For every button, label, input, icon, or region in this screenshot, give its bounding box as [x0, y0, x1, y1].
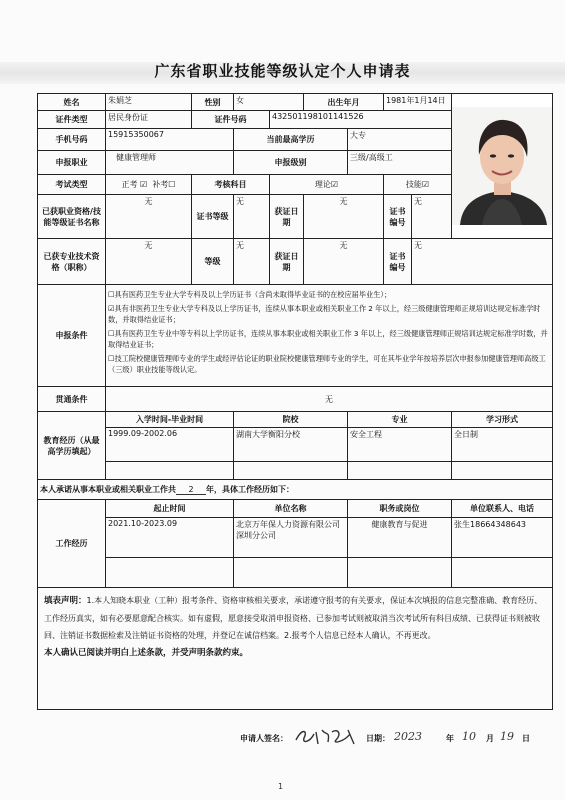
- through-label: 贯通条件: [38, 387, 106, 412]
- page-number: 1: [278, 782, 284, 791]
- work-header-position: 职务或岗位: [348, 500, 452, 518]
- work-header-period: 起止时间: [106, 500, 234, 518]
- pledge-years: 2: [176, 485, 206, 495]
- edu-school: 湖南大学衡阳分校: [234, 428, 348, 462]
- edu-header-period: 入学时间-毕业时间: [106, 412, 234, 428]
- edu-header-major: 专业: [348, 412, 452, 428]
- conditions-list: [106, 285, 553, 387]
- pledge-text-before: 本人承诺从事本职业或相关职业工作共: [40, 485, 176, 494]
- id-type-label: 证件类型: [38, 111, 106, 129]
- edu-period: 1999.09-2002.06: [106, 428, 234, 462]
- gender-value: 女: [234, 94, 304, 111]
- birth-value: 1981年1月14日: [384, 94, 452, 111]
- prof-title-label: 已获专业技术资格（职称）: [38, 239, 106, 285]
- handwritten-signature: [292, 724, 362, 748]
- table-row: [38, 428, 553, 462]
- work-empty-cell: [234, 558, 348, 588]
- phone-label: 手机号码: [38, 129, 106, 151]
- declaration-heading: 填表声明：: [44, 596, 87, 606]
- edu-empty-cell: [106, 462, 234, 480]
- vq-cert-label: 已获职业资格/技能等级证书名称: [38, 195, 106, 239]
- through-value: 无: [106, 387, 553, 412]
- form-title: 广东省职业技能等级认定个人申请表: [154, 62, 411, 80]
- occupation-label: 申报职业: [38, 151, 106, 175]
- prof-cert-no-value: 无: [412, 239, 553, 285]
- application-form: [37, 93, 553, 710]
- signature-label: 申请人签名：: [240, 734, 288, 743]
- exam-type-label: 考试类型: [38, 175, 106, 195]
- work-contact: 张生18664348643: [452, 518, 553, 558]
- cert-no-label: 证书编号: [384, 195, 412, 239]
- phone-value: 15915350067: [106, 129, 234, 151]
- condition-3[interactable]: ☐具有医药卫生专业中等专科以上学历证书，连续从事本职业或相关职业工作 3 年以上，经三级健康管理师正规培训达规定标准学时数，并取得结业证书；: [108, 329, 548, 349]
- work-period: 2021.10-2023.09: [106, 518, 234, 558]
- birth-label: 出生年月: [304, 94, 384, 111]
- pledge-text-after: 年，具体工作经历如下：: [206, 485, 294, 494]
- subject-skill-checkbox[interactable]: 技能☑: [384, 175, 452, 195]
- work-empty-cell: [106, 558, 234, 588]
- edu-empty-cell: [348, 462, 452, 480]
- table-row: [38, 518, 553, 558]
- date-day: 19: [500, 730, 514, 743]
- edu-empty-cell: [234, 462, 348, 480]
- portrait-image: [452, 107, 553, 225]
- condition-4[interactable]: ☐技工院校健康管理师专业的学生或经评估论证的职业院校健康管理师专业的学生，可在其毕业学年按培养层次申报参加健康管理师高级工（三级）职业技能等级认定。: [108, 354, 546, 374]
- date-month-suffix: 月: [486, 734, 494, 743]
- prof-title-value: 无: [106, 239, 192, 285]
- edu-header-school: 院校: [234, 412, 348, 428]
- table-row: [38, 462, 553, 480]
- date-year: 2023: [394, 730, 422, 743]
- exam-normal-text: 正考 ☑: [121, 180, 148, 189]
- level-value: 三级/高级工: [348, 151, 452, 175]
- work-empty-cell: [452, 558, 553, 588]
- table-row: [38, 558, 553, 588]
- id-type-value: 居民身份证: [106, 111, 192, 129]
- issue-date-value: 无: [304, 195, 384, 239]
- work-empty-cell: [348, 558, 452, 588]
- subject-label: 考核科目: [192, 175, 270, 195]
- name-label: 姓名: [38, 94, 106, 111]
- education-label: 教育经历（从最高学历填起）: [38, 412, 106, 480]
- declaration-confirm: 本人确认已阅读并明白上述条款，并受声明条款约束。: [44, 648, 249, 658]
- edu-value: 大专: [348, 129, 452, 151]
- vq-cert-value: 无: [106, 195, 192, 239]
- exam-normal-checkbox[interactable]: [106, 175, 192, 195]
- cert-level-label: 证书等级: [192, 195, 234, 239]
- grade-value: 无: [234, 239, 270, 285]
- work-company: 北京万年保人力资源有限公司深圳分公司: [234, 518, 348, 558]
- work-header-company: 单位名称: [234, 500, 348, 518]
- conditions-label: 申报条件: [38, 285, 106, 387]
- work-label: 工作经历: [38, 500, 106, 588]
- pledge-line: [38, 480, 553, 500]
- condition-2[interactable]: ☑具有非医药卫生专业大学专科及以上学历证书，连续从事本职业或相关职业工作 2 年以上，经三级健康管理师正规培训达规定标准学时数，并取得结业证书；: [108, 304, 541, 324]
- exam-makeup-text: 补考☐: [152, 180, 176, 189]
- prof-issue-date-label: 获证日期: [270, 239, 304, 285]
- gender-label: 性别: [192, 94, 234, 111]
- declaration-block: [38, 588, 553, 710]
- edu-major: 安全工程: [348, 428, 452, 462]
- grade-label: 等级: [192, 239, 234, 285]
- date-day-suffix: 日: [522, 734, 530, 743]
- edu-header-mode: 学习形式: [452, 412, 553, 428]
- cert-no-value: 无: [412, 195, 452, 239]
- edu-mode: 全日制: [452, 428, 553, 462]
- name-value: 朱娟芝: [106, 94, 192, 111]
- date-year-suffix: 年: [446, 734, 454, 743]
- declaration-text: 1.本人知晓本职业（工种）报考条件、资格审核相关要求，承诺遵守报考的有关要求，保证本次填报的信息完整准确、教育经历、工作经历真实，如有必要愿意配合核实。如有虚假，愿意接受取消申报资格、已参加考试则被取消当次考试所有科目成绩、已获得证书则被收回、注销证书数据检索及注销证书资格的处理，并登记在诚信档案。2.报考个人信息已经本人确认，不再更改。: [44, 596, 543, 640]
- occupation-value: 健康管理师: [106, 151, 234, 175]
- id-no-value: 432501198101141526: [270, 111, 452, 129]
- edu-empty-cell: [452, 462, 553, 480]
- issue-date-label: 获证日期: [270, 195, 304, 239]
- work-header-contact: 单位联系人、电话: [452, 500, 553, 518]
- id-no-label: 证件号码: [192, 111, 270, 129]
- condition-1[interactable]: ☐具有医药卫生专业大学专科及以上学历证书（含尚未取得毕业证书的在校应届毕业生）；: [108, 290, 392, 299]
- date-month: 10: [462, 730, 476, 743]
- cert-level-value: 无: [234, 195, 270, 239]
- subject-theory-checkbox[interactable]: 理论☑: [270, 175, 384, 195]
- date-label: 日期：: [366, 734, 390, 743]
- level-label: 申报级别: [234, 151, 348, 175]
- work-position: 健康教育与促进: [348, 518, 452, 558]
- edu-label: 当前最高学历: [234, 129, 348, 151]
- prof-issue-date-value: 无: [304, 239, 384, 285]
- applicant-photo: [452, 94, 553, 239]
- prof-cert-no-label: 证书编号: [384, 239, 412, 285]
